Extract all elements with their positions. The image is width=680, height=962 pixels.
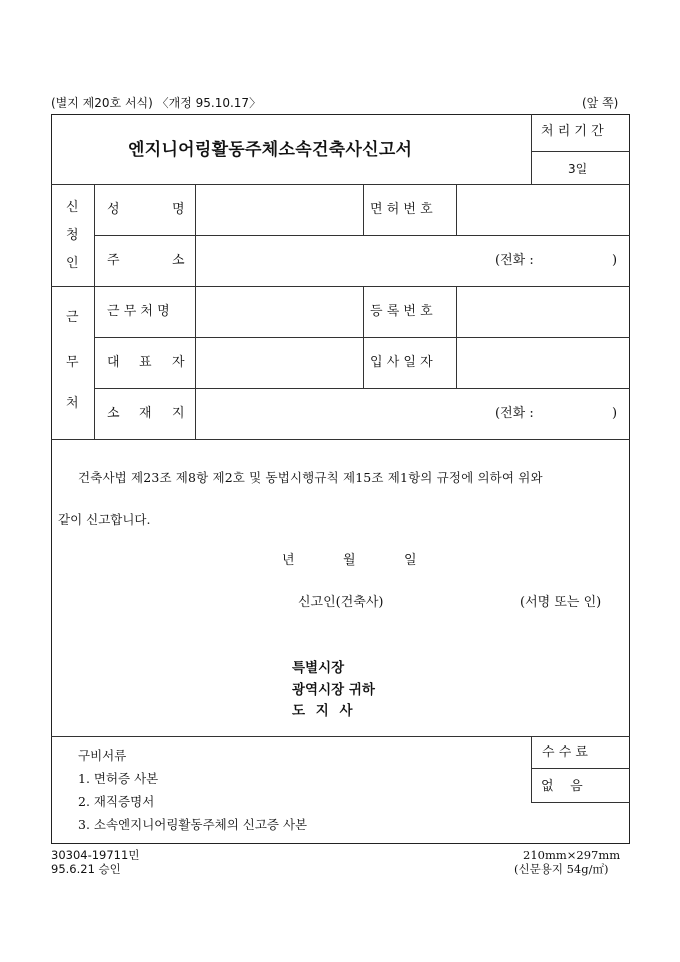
location-label-b: 재 — [139, 406, 152, 421]
divider-reg-v1 — [363, 286, 364, 388]
applicant-phone-field[interactable] — [546, 242, 606, 280]
divider-applicant-end — [51, 286, 630, 287]
recipient-line-3: 도 지 사 — [292, 703, 356, 719]
paper-type: (신문용지 54g/㎡) — [514, 862, 609, 876]
divider-label-v — [195, 184, 196, 439]
signature-label: (서명 또는 인) — [520, 595, 602, 610]
divider-reg-v2 — [456, 286, 457, 388]
applicant-label-3: 인 — [66, 256, 79, 271]
name-field[interactable] — [197, 187, 361, 233]
address-field[interactable] — [197, 238, 487, 284]
divider-fee-end — [531, 802, 630, 803]
form-code: 30304-19711민 — [51, 848, 140, 862]
divider-processing-v — [531, 114, 532, 184]
company-field[interactable] — [197, 289, 361, 335]
license-label: 면 허 번 호 — [370, 202, 433, 217]
location-field[interactable] — [197, 391, 487, 437]
divider-license-v1 — [363, 184, 364, 235]
representative-label-b: 표 — [139, 355, 152, 370]
divider-work-end — [51, 439, 630, 440]
license-field[interactable] — [458, 187, 628, 233]
divider-applicant-mid — [94, 235, 630, 236]
representative-field[interactable] — [197, 340, 361, 386]
divider-fee — [531, 768, 630, 769]
form-number: (별지 제20호 서식) 〈개정 95.10.17〉 — [51, 96, 262, 110]
fee-label: 수 수 료 — [542, 745, 588, 760]
paper-size: 210mm×297mm — [523, 848, 621, 862]
company-label: 근 무 처 명 — [107, 304, 170, 319]
join-date-label: 입 사 일 자 — [370, 355, 433, 370]
name-label-b: 명 — [172, 202, 185, 217]
fee-value: 없 음 — [541, 779, 583, 794]
divider-documents — [51, 736, 630, 737]
location-label-c: 지 — [172, 406, 185, 421]
divider-work-1 — [94, 337, 630, 338]
name-label-a: 성 — [107, 202, 120, 217]
divider-title — [51, 184, 630, 185]
applicant-phone-suffix: ) — [612, 253, 618, 268]
divider-work-2 — [94, 388, 630, 389]
documents-title: 구비서류 — [78, 748, 127, 763]
document-item-2: 2. 재직증명서 — [78, 794, 155, 809]
date-month-label: 월 — [343, 553, 356, 568]
divider-section-v — [94, 184, 95, 439]
divider-processing — [531, 151, 630, 152]
address-label-a: 주 — [107, 253, 120, 268]
approval-date: 95.6.21 승인 — [51, 862, 121, 876]
registration-field[interactable] — [458, 289, 628, 335]
applicant-label-2: 청 — [66, 228, 79, 243]
document-item-3: 3. 소속엔지니어링활동주체의 신고증 사본 — [78, 817, 308, 832]
address-label-b: 소 — [172, 253, 185, 268]
workplace-label-2: 무 — [66, 355, 79, 370]
processing-value: 3일 — [568, 162, 588, 176]
location-label-a: 소 — [107, 406, 120, 421]
date-day-label: 일 — [404, 553, 417, 568]
declaration-line-1: 건축사법 제23조 제8항 제2호 및 동법시행규칙 제15조 제1항의 규정에 의하여 위와 — [78, 470, 543, 485]
declarant-label: 신고인(건축사) — [298, 595, 384, 610]
applicant-label-1: 신 — [66, 200, 79, 215]
recipient-line-1: 특별시장 — [292, 660, 345, 676]
document-item-1: 1. 면허증 사본 — [78, 771, 159, 786]
divider-license-v2 — [456, 184, 457, 235]
divider-fee-v — [531, 736, 532, 802]
representative-label-a: 대 — [107, 355, 120, 370]
applicant-phone-prefix: (전화 : — [495, 253, 534, 268]
recipient-line-2: 광역시장 귀하 — [292, 682, 375, 698]
representative-label-c: 자 — [172, 355, 185, 370]
workplace-label-3: 처 — [66, 396, 79, 411]
declaration-line-2: 같이 신고합니다. — [58, 512, 151, 527]
workplace-phone-prefix: (전화 : — [495, 406, 534, 421]
processing-label: 처 리 기 간 — [541, 124, 604, 139]
workplace-phone-suffix: ) — [612, 406, 618, 421]
workplace-label-1: 근 — [66, 310, 79, 325]
form-title: 엔지니어링활동주체소속건축사신고서 — [128, 140, 413, 160]
date-year-label: 년 — [282, 553, 295, 568]
registration-label: 등 록 번 호 — [370, 304, 433, 319]
workplace-phone-field[interactable] — [546, 395, 606, 433]
join-date-field[interactable] — [458, 340, 628, 386]
page-side: (앞 쪽) — [582, 96, 619, 110]
